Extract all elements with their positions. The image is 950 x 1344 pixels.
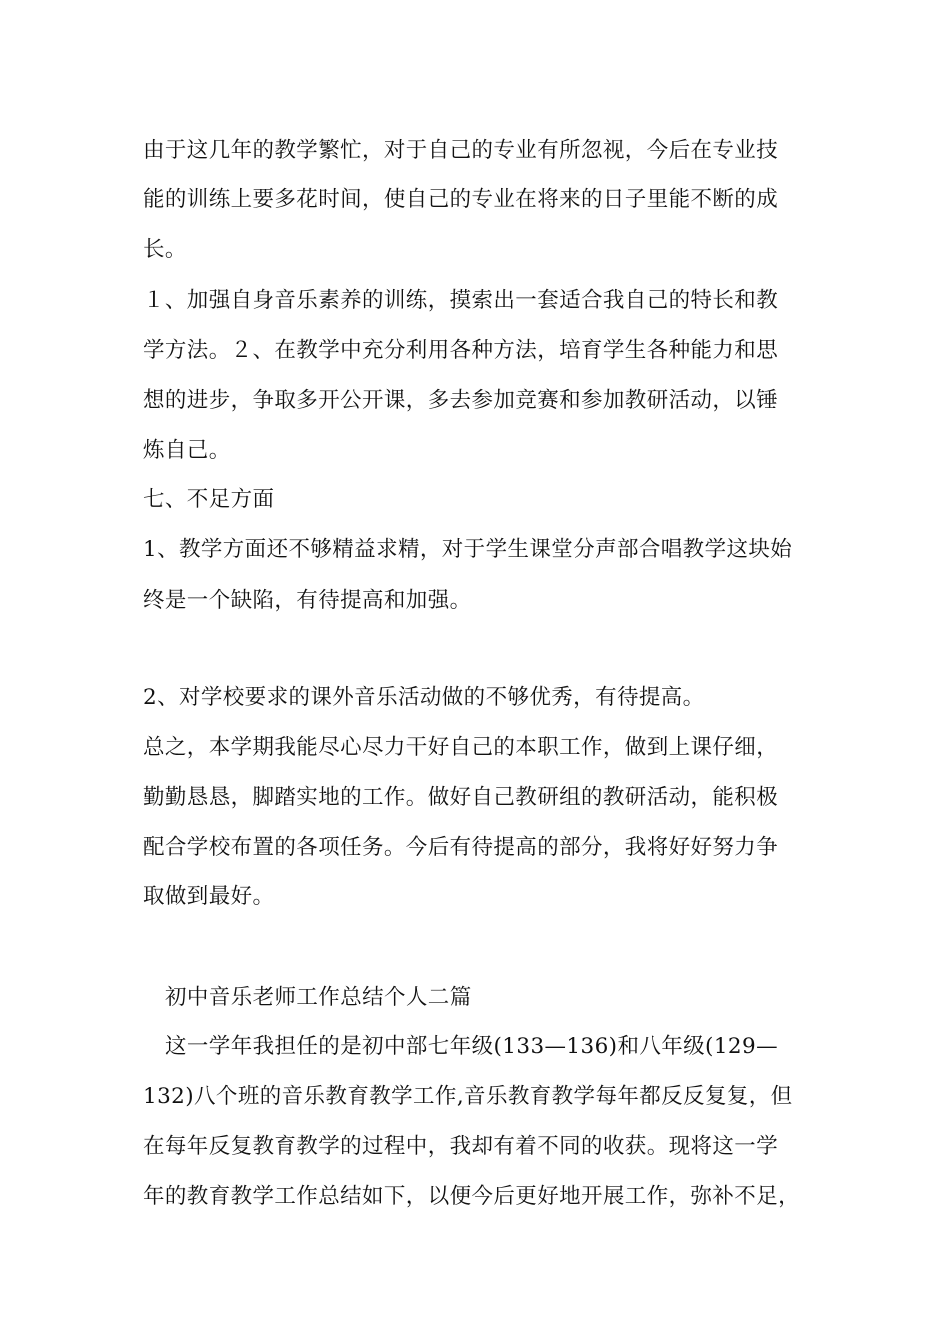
text-line: 在每年反复教育教学的过程中，我却有着不同的收获。现将这一学 — [143, 1134, 779, 1159]
article-title: 初中音乐老师工作总结个人二篇 — [165, 985, 472, 1010]
text-line: 长。 — [143, 237, 187, 262]
text-line: １、加强自身音乐素养的训练，摸索出一套适合我自己的特长和教 — [143, 288, 779, 313]
text-line: 总之，本学期我能尽心尽力干好自己的本职工作，做到上课仔细， — [143, 735, 779, 760]
text-line: 由于这几年的教学繁忙，对于自己的专业有所忽视，今后在专业技 — [143, 138, 779, 163]
text-line: 想的进步，争取多开公开课，多去参加竞赛和参加教研活动，以锤 — [143, 388, 779, 413]
text-line: 能的训练上要多花时间，使自己的专业在将来的日子里能不断的成 — [143, 187, 779, 212]
text-line: 勤勤恳恳，脚踏实地的工作。做好自己教研组的教研活动，能积极 — [143, 785, 779, 810]
text-line: 取做到最好。 — [143, 884, 275, 909]
text-line: 2、对学校要求的课外音乐活动做的不够优秀，有待提高。 — [143, 685, 705, 710]
text-line: 学方法。２、在教学中充分利用各种方法，培育学生各种能力和思 — [143, 338, 779, 363]
text-line: 终是一个缺陷，有待提高和加强。 — [143, 588, 472, 613]
text-line: 年的教育教学工作总结如下，以便今后更好地开展工作，弥补不足， — [143, 1184, 801, 1209]
section-heading: 七、不足方面 — [143, 487, 275, 512]
text-line: 这一学年我担任的是初中部七年级(133—136)和八年级(129— — [165, 1034, 778, 1059]
text-line: 132)八个班的音乐教育教学工作,音乐教育教学每年都反反复复，但 — [143, 1084, 793, 1109]
text-line: 1、教学方面还不够精益求精，对于学生课堂分声部合唱教学这块始 — [143, 537, 793, 562]
text-line: 配合学校布置的各项任务。今后有待提高的部分，我将好好努力争 — [143, 835, 779, 860]
text-line: 炼自己。 — [143, 438, 231, 463]
